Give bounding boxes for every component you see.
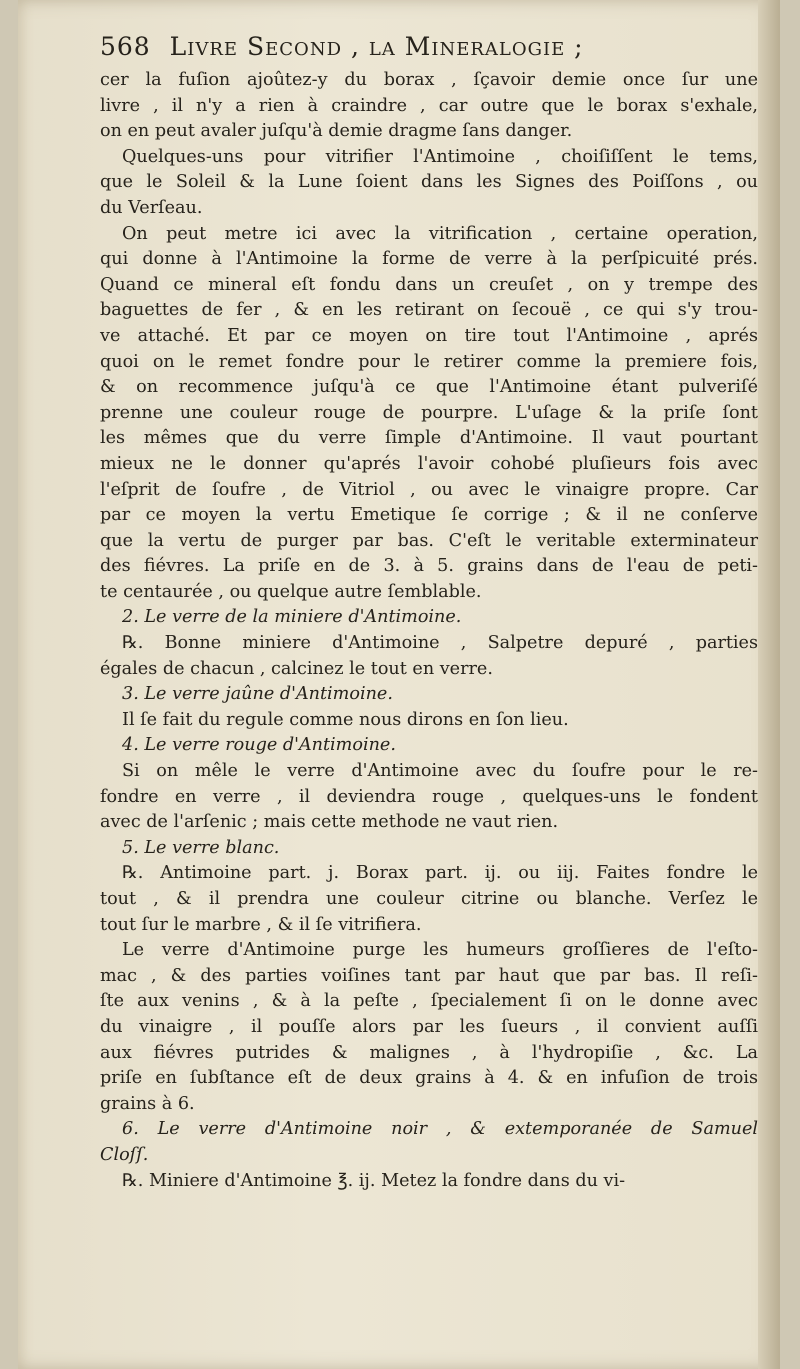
text-line: les mêmes que du verre ſimple d'Antimoine. Il vaut pourtant (100, 428, 758, 449)
text-line: baguettes de fer , & en les retirant on ſecouë , ce qui s'y trou- (100, 300, 758, 321)
paragraph (100, 631, 758, 682)
text-line: l'eſprit de ſoufre , de Vitriol , ou avec le vinaigre propre. Car (100, 479, 758, 500)
text-line: tout , & il prendra une couleur citrine ou blanche. Verſez le (100, 889, 758, 909)
paragraph (100, 222, 758, 606)
text-line: qui donne à l'Antimoine la forme de verre à la perſpicuité prés. (100, 249, 758, 270)
text-line: prenne une couleur rouge de pourpre. L'uſage & la priſe ſont (100, 402, 758, 423)
section-heading (100, 682, 758, 708)
text-line: Quand ce mineral eſt fondu dans un creuſet , on y trempe des (100, 274, 758, 295)
page-number: 568 (100, 32, 151, 61)
paragraph (100, 145, 758, 222)
text-line: priſe en ſubſtance eſt de deux grains à 4. & en infuſion de trois (100, 1068, 758, 1089)
heading-line: 2. Le verre de la miniere d'Antimoine. (122, 607, 462, 628)
heading-line: 4. Le verre rouge d'Antimoine. (122, 735, 396, 756)
heading-line: Cloſſ. (100, 1144, 149, 1165)
page-gutter-shadow (758, 0, 780, 1369)
text-line: avec de l'arſenic ; mais cette methode ne vaut rien. (100, 812, 559, 833)
text-line: cer la fuſion ajoûtez-y du borax , ſçavoir demie once ſur une (100, 70, 758, 90)
running-title: Livre Second , la Mineralogie ; (169, 32, 584, 61)
text-line: On peut metre ici avec la vitrification , certaine operation, (122, 223, 758, 244)
text-line: ℞. Antimoine part. j. Borax part. ij. ou iij. Faites fondre le (122, 863, 758, 884)
text-line: du Verſeau. (100, 197, 203, 218)
heading-line: 3. Le verre jaûne d'Antimoine. (122, 684, 393, 705)
text-line: que le Soleil & la Lune ſoient dans les Signes des Poiſſons , ou (100, 172, 758, 193)
body-text (100, 68, 758, 1194)
section-heading (100, 605, 758, 631)
running-header (100, 30, 758, 64)
paragraph (100, 759, 758, 836)
text-line: Il ſe fait du regule comme nous dirons en ſon lieu. (122, 709, 569, 730)
text-line: par ce moyen la vertu Emetique ſe corrige ; & il ne conſerve (100, 505, 758, 526)
text-line: quoi on le remet fondre pour le retirer comme la premiere fois, (100, 351, 758, 372)
heading-line: 5. Le verre blanc. (122, 837, 280, 858)
text-line: grains à 6. (100, 1093, 195, 1114)
text-line: on en peut avaler juſqu'à demie dragme ſans danger. (100, 121, 573, 142)
text-line: ℞. Miniere d'Antimoine ℥. ij. Metez la fondre dans du vi- (122, 1170, 626, 1191)
text-line: Si on mêle le verre d'Antimoine avec du ſoufre pour le re- (122, 761, 758, 782)
page-text-block (100, 30, 758, 1194)
section-heading (100, 1117, 758, 1168)
section-heading (100, 733, 758, 759)
text-line: égales de chacun , calcinez le tout en verre. (100, 658, 493, 679)
text-line: tout ſur le marbre , & il ſe vitrifiera. (100, 914, 422, 935)
text-line: fondre en verre , il deviendra rouge , quelques-uns le fondent (100, 786, 758, 807)
text-line: des fiévres. La priſe en de 3. à 5. grains dans de l'eau de peti- (100, 556, 758, 577)
text-line: te centaurée , ou quelque autre ſemblable. (100, 581, 482, 602)
text-line: que la vertu de purger par bas. C'eſt le veritable exterminateur (100, 530, 758, 551)
text-line: livre , il n'y a rien à craindre , car outre que le borax s'exhale, (100, 95, 758, 116)
paragraph (100, 1169, 758, 1195)
paragraph (100, 708, 758, 734)
text-line: ℞. Bonne miniere d'Antimoine , Salpetre depuré , parties (122, 633, 758, 654)
heading-line: 6. Le verre d'Antimoine noir , & extemporanée de Samuel (122, 1119, 758, 1140)
text-line: du vinaigre , il pouſſe alors par les ſueurs , il convient auſſi (100, 1016, 758, 1037)
text-line: Quelques-uns pour vitrifier l'Antimoine , choiſiſſent le tems, (122, 146, 758, 167)
paragraph (100, 68, 758, 145)
text-line: aux fiévres putrides & malignes , à l'hydropiſie , &c. La (100, 1042, 758, 1063)
paragraph (100, 861, 758, 938)
text-line: ſte aux venins , & à la peſte , ſpecialement ſi on le donne avec (100, 991, 758, 1012)
text-line: mieux ne le donner qu'aprés l'avoir cohobé pluſieurs fois avec (100, 453, 758, 474)
paragraph (100, 938, 758, 1117)
section-heading (100, 836, 758, 862)
text-line: mac , & des parties voiſines tant par haut que par bas. Il reſi- (100, 965, 758, 986)
text-line: & on recommence juſqu'à ce que l'Antimoine étant pulveriſé (100, 377, 758, 398)
text-line: ve attaché. Et par ce moyen on tire tout l'Antimoine , aprés (100, 325, 758, 346)
text-line: Le verre d'Antimoine purge les humeurs groſſieres de l'eſto- (122, 940, 758, 961)
